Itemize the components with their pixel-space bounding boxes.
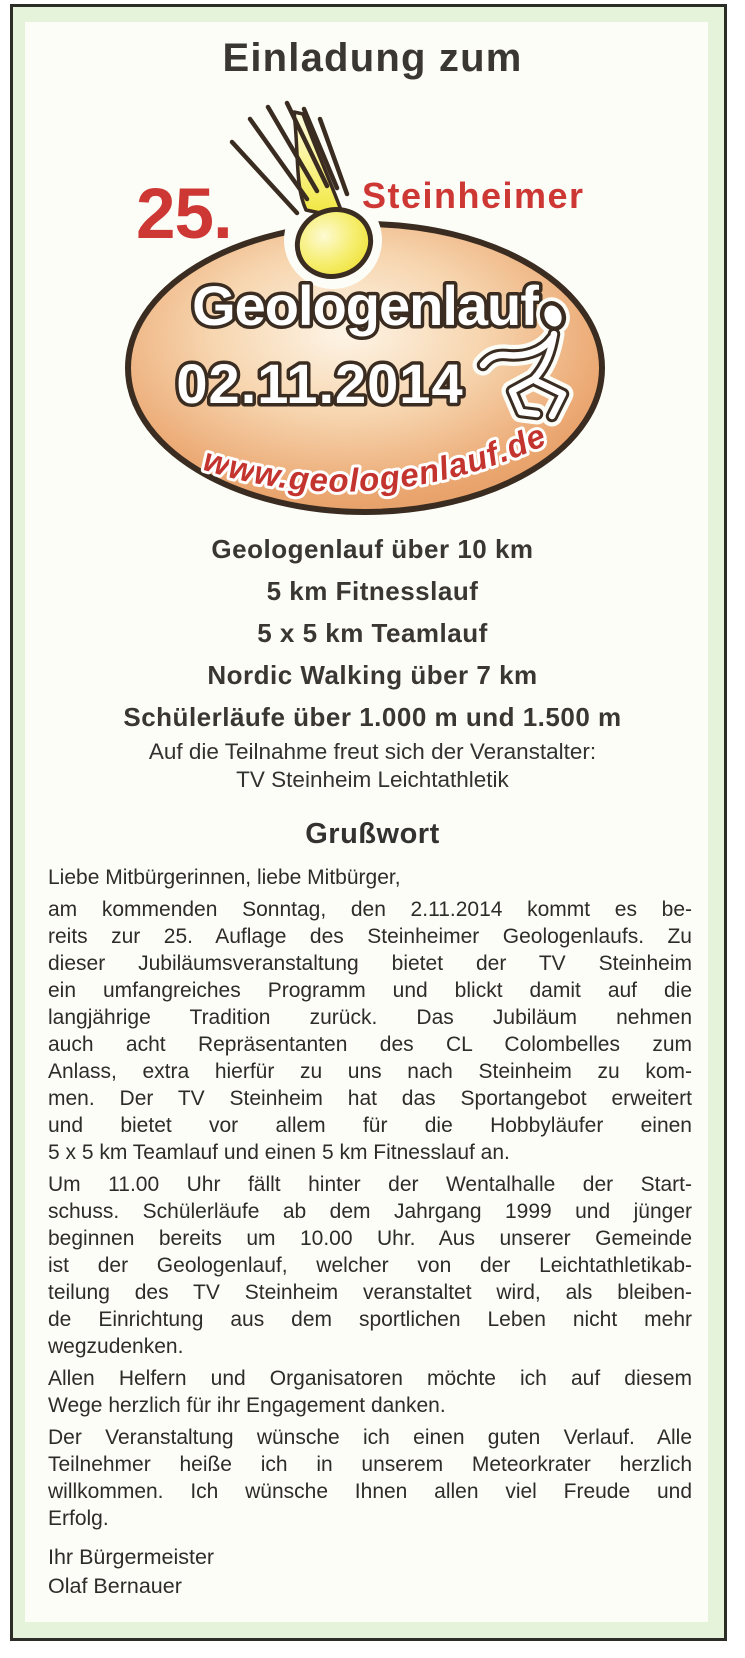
paragraph-line: dieser Jubiläumsveranstaltung bietet der TV Steinheim [48, 952, 692, 975]
salutation-line: Liebe Mitbürgerinnen, liebe Mitbürger, [48, 866, 401, 889]
paragraph [48, 896, 692, 1166]
paragraph [48, 1365, 692, 1419]
organizer-name: TV Steinheim Leichtathletik [236, 767, 509, 792]
paragraph-line: am kommenden Sonntag, den 2.11.2014 kommt es be- [48, 898, 692, 921]
event-logo [110, 96, 610, 524]
event-distance: Geologenlauf über 10 km [211, 534, 534, 564]
page-title: Einladung zum [222, 36, 523, 80]
logo-event-name: Geologenlauf [192, 274, 538, 337]
paragraph-line: teilung des TV Steinheim veranstaltet wird, als bleiben- [48, 1281, 692, 1304]
paragraph-line: ist der Geologenlauf, welcher von der Leichtathletikab- [48, 1254, 692, 1277]
paragraph-line: Um 11.00 Uhr fällt hinter der Wentalhalle der Start- [48, 1173, 692, 1196]
paragraph-line: willkommen. Ich wünsche Ihnen allen viel Freude und [48, 1480, 692, 1503]
paragraph-line: 5 x 5 km Teamlauf und einen 5 km Fitnesslauf an. [48, 1141, 510, 1164]
paragraph-line: Erfolg. [48, 1507, 109, 1530]
logo-brand: Steinheimer [362, 175, 585, 216]
logo-date: 02.11.2014 [176, 352, 464, 415]
event-list [0, 528, 745, 738]
organizer-intro: Auf die Teilnahme freut sich der Veranstalter: [148, 739, 597, 764]
event-distance: Schülerläufe über 1.000 m und 1.500 m [123, 702, 622, 732]
paragraph-line: de Einrichtung aus dem sportlichen Leben nicht mehr [48, 1308, 692, 1331]
paragraph-line: und bietet vor allem für die Hobbyläufer einen [48, 1114, 692, 1137]
signoff-role: Ihr Bürgermeister [48, 1545, 215, 1569]
logo-edition: 25. [136, 175, 232, 254]
event-distance: 5 x 5 km Teamlauf [257, 618, 488, 648]
paragraph-line: Der Veranstaltung wünsche ich einen guten Verlauf. Alle [48, 1426, 692, 1449]
event-distance: 5 km Fitnesslauf [266, 576, 479, 606]
paragraph-line: langjährige Tradition zurück. Das Jubiläum nehmen [48, 1006, 692, 1029]
paragraph [48, 1171, 692, 1360]
signoff-block [48, 1543, 214, 1600]
greeting-heading: Grußwort [305, 818, 440, 850]
paragraph-line: Wege herzlich für ihr Engagement danken. [48, 1394, 446, 1417]
paragraph-line: ein umfangreiches Programm und blickt damit auf die [48, 979, 692, 1002]
paragraph-line: reits zur 25. Auflage des Steinheimer Geologenlaufs. Zu [48, 925, 692, 948]
greeting-body [48, 864, 692, 1532]
paragraph-line: auch acht Repräsentanten des CL Colombelles zum [48, 1033, 692, 1056]
paragraph-line: beginnen bereits um 10.00 Uhr. Aus unserer Gemeinde [48, 1227, 692, 1250]
paragraph-line: Teilnehmer heiße ich in unserem Meteorkrater herzlich [48, 1453, 692, 1476]
paragraph-line: wegzudenken. [48, 1335, 184, 1358]
signoff-name: Olaf Bernauer [48, 1573, 182, 1598]
logo-website: www.geologenlauf.de [199, 416, 552, 499]
paragraph-line: schuss. Schülerläufe ab dem Jahrgang 1999 und jünger [48, 1200, 692, 1223]
event-distance: Nordic Walking über 7 km [207, 660, 538, 690]
paragraph-line: men. Der TV Steinheim hat das Sportangebot erweitert [48, 1087, 692, 1110]
paragraph-line: Anlass, extra hierfür zu uns nach Steinheim zu kom- [48, 1060, 692, 1083]
organizer-block [0, 738, 745, 794]
paragraph-line: Allen Helfern und Organisatoren möchte ich auf diesem [48, 1367, 692, 1390]
paragraph [48, 1424, 692, 1532]
